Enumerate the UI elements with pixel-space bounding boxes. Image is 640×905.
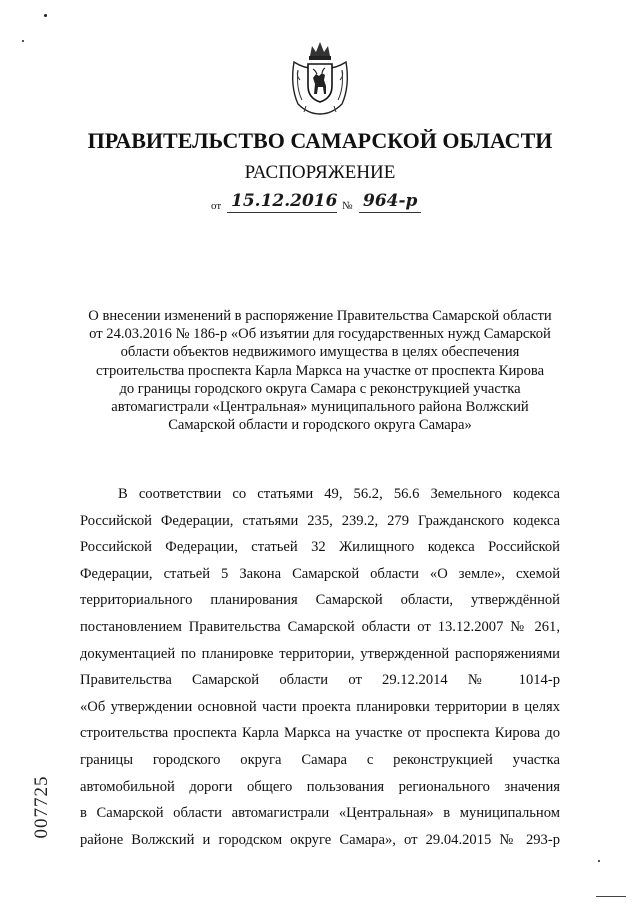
scan-speck (44, 14, 47, 17)
body-line: границы городского округа Самара с реконструкцией участка (80, 751, 560, 768)
body-line: постановлением Правительства Самарской области от 13.12.2007 № 261, (80, 618, 560, 635)
scan-speck (598, 860, 600, 862)
subject-line: строительства проспекта Карла Маркса на участке от проспекта Кирова (95, 362, 545, 379)
registration-stamp (28, 762, 56, 852)
body-line: автомобильной дороги общего пользования регионального значения (80, 778, 560, 795)
coat-of-arms-icon (286, 40, 354, 116)
body-line: в Самарской области автомагистрали «Центральная» в муниципальном (80, 805, 560, 822)
scan-edge-mark (596, 896, 626, 897)
document-body (80, 481, 560, 853)
subject-line: области объектов недвижимого имущества в целях обеспечения (120, 344, 520, 361)
body-line: «Об утверждении основной части проекта планировки территории в целях (80, 698, 560, 715)
body-line: Федерации, статьей 5 Закона Самарской области «О земле», схемой (80, 565, 560, 582)
subject-line: Самарской области и городского округа Самара» (168, 417, 472, 434)
stamp-number: 007725 (31, 775, 52, 839)
document-subject (60, 307, 580, 434)
subject-line: до границы городского округа Самара с реконструкцией участка (119, 380, 521, 397)
handwritten-number: 964-р (363, 191, 418, 211)
handwritten-date: 15.12.2016 (231, 191, 338, 211)
body-line: строительства проспекта Карла Маркса на участке от проспекта Кирова до (80, 725, 560, 742)
number-prefix: № (342, 200, 353, 212)
date-underline (227, 212, 337, 213)
document-date-number (211, 192, 451, 216)
body-line: В соответствии со статьями 49, 56.2, 56.6 Земельного кодекса (118, 486, 560, 502)
subject-line: от 24.03.2016 № 186-р «Об изъятии для государственных нужд Самарской (89, 326, 551, 343)
document-type: РАСПОРЯЖЕНИЕ (244, 162, 396, 183)
body-line: Российской Федерации, статьей 32 Жилищного кодекса Российской (80, 539, 560, 556)
body-line: Российской Федерации, статьями 235, 239.2, 279 Гражданского кодекса (80, 512, 560, 529)
subject-line: автомагистрали «Центральная» муниципального района Волжский (111, 399, 529, 416)
date-prefix: от (211, 200, 222, 212)
subject-line: О внесении изменений в распоряжение Правительства Самарской области (88, 308, 552, 324)
body-line: районе Волжский и городском округе Самара», от 29.04.2015 № 293-р (80, 831, 560, 848)
organization-title: ПРАВИТЕЛЬСТВО САМАРСКОЙ ОБЛАСТИ (87, 128, 553, 153)
body-line: документацией по планировке территории, утвержденной распоряжениями (80, 645, 560, 662)
body-line: Правительства Самарской области от 29.12.2014 № 1014-р (80, 672, 560, 689)
scan-speck (22, 40, 24, 42)
body-line: территориального планирования Самарской области, утверждённой (80, 592, 560, 609)
number-underline (359, 212, 421, 213)
